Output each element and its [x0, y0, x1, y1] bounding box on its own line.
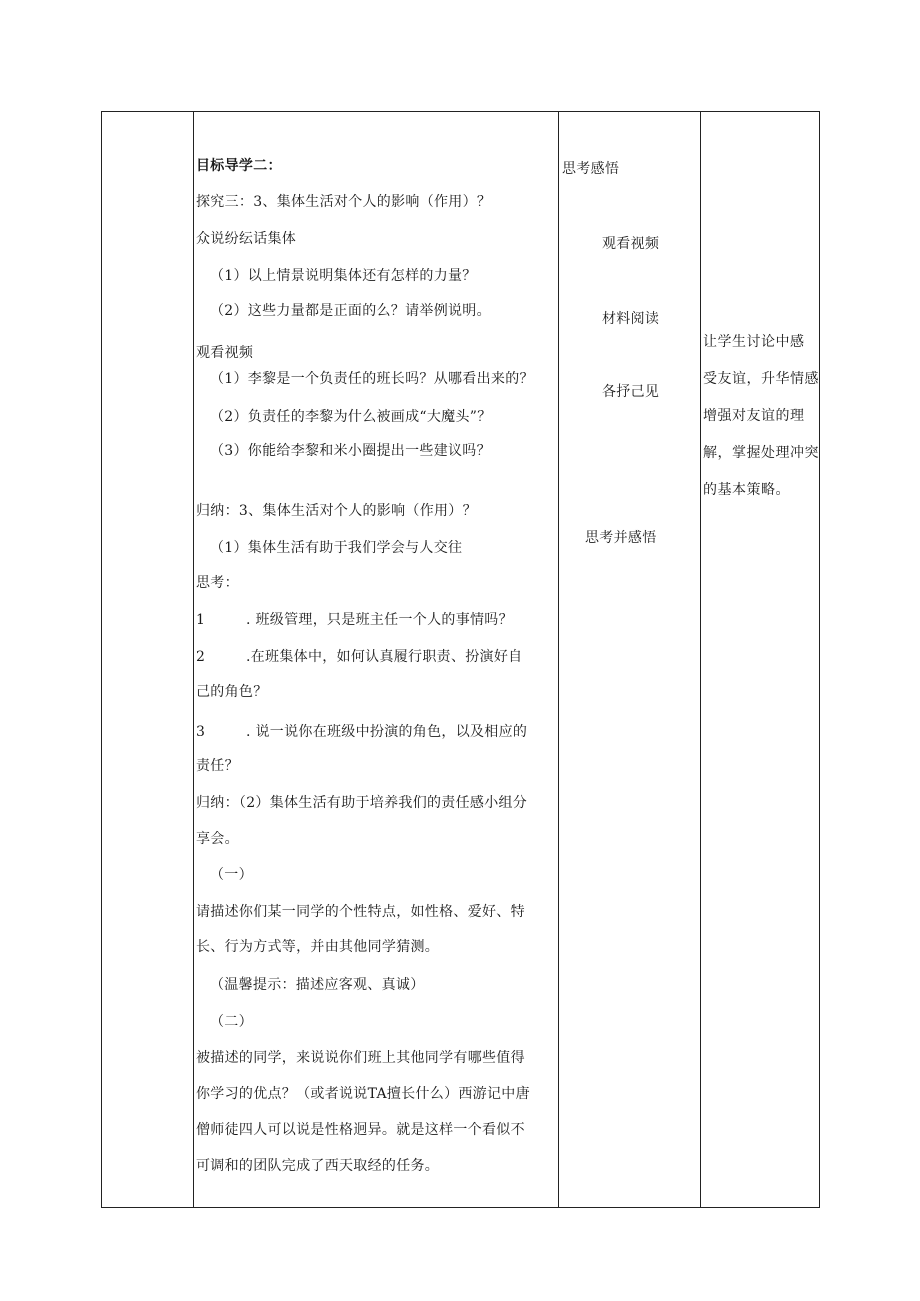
- teaching-content-column: [194, 112, 558, 1207]
- group-one-line: 请描述你们某一同学的个性特点，如性格、爱好、特: [196, 904, 525, 920]
- think-item-two-cont: 己的角色？: [196, 684, 268, 700]
- video-question-three: （3）你能给李黎和米小圈提出一些建议吗？: [210, 443, 491, 459]
- video-question-one: （1）李黎是一个负责任的班长吗？从哪看出来的？: [210, 371, 534, 387]
- lesson-table: [101, 111, 820, 1208]
- group-one-line: 长、行为方式等，并由其他同学猜测。: [196, 939, 440, 955]
- summary-two-cont: 享会。: [196, 831, 239, 847]
- group-one-heading: （一）: [210, 867, 253, 883]
- think-heading: 思考：: [196, 575, 239, 591]
- activity-think: 思考感悟: [562, 161, 620, 177]
- think-item-two: 2 .在班集体中，如何认真履行职责、扮演好自: [196, 649, 523, 665]
- summary-two: 归纳：（2）集体生活有助于培养我们的责任感小组分: [196, 795, 528, 811]
- activity-reflect: 思考并感悟: [585, 530, 657, 546]
- section-title: 目标导学二：: [196, 158, 282, 174]
- group-two-heading: （二）: [210, 1014, 253, 1030]
- intent-line: 让学生讨论中感: [703, 334, 805, 350]
- group-two-line: 可调和的团队完成了西天取经的任务。: [196, 1158, 440, 1174]
- intent-line: 增强对友谊的理: [703, 408, 805, 424]
- group-two-line: 被描述的同学，来说说你们班上其他同学有哪些值得: [196, 1050, 525, 1066]
- activity-discuss: 各抒己见: [602, 384, 660, 400]
- student-activity-column: [559, 112, 700, 1207]
- question-one: （1）以上情景说明集体还有怎样的力量？: [210, 268, 477, 284]
- empty-first-column: [102, 112, 193, 1207]
- intent-line: 解，掌握处理冲突: [703, 445, 819, 461]
- explore-three: 探究三：3、集体生活对个人的影响（作用）？: [196, 194, 492, 210]
- activity-video: 观看视频: [602, 236, 660, 252]
- think-item-three: 3 . 说一说你在班级中扮演的角色，以及相应的: [196, 724, 528, 740]
- think-item-three-cont: 责任？: [196, 758, 239, 774]
- group-two-line: 你学习的优点？（或者说说TA擅长什么）西游记中唐: [196, 1086, 530, 1102]
- video-heading: 观看视频: [196, 345, 254, 361]
- intent-line: 的基本策略。: [703, 482, 790, 498]
- intent-line: 受友谊，升华情感: [703, 371, 819, 387]
- discussion-heading: 众说纷纭话集体: [196, 231, 297, 247]
- video-question-two: （2）负责任的李黎为什么被画成“大魔头”？: [210, 409, 492, 425]
- summary-one-item: （1）集体生活有助于我们学会与人交往: [210, 540, 463, 556]
- design-intent-column: [701, 112, 819, 1207]
- group-two-line: 僧师徒四人可以说是性格迥异。就是这样一个看似不: [196, 1122, 525, 1138]
- question-two: （2）这些力量都是正面的么？请举例说明。: [210, 303, 491, 319]
- group-one-tip: （温馨提示：描述应客观、真诚）: [210, 977, 425, 993]
- summary-one: 归纳：3、集体生活对个人的影响（作用）？: [196, 503, 477, 519]
- think-item-one: 1 . 班级管理，只是班主任一个人的事情吗？: [196, 612, 513, 628]
- activity-reading: 材料阅读: [602, 311, 660, 327]
